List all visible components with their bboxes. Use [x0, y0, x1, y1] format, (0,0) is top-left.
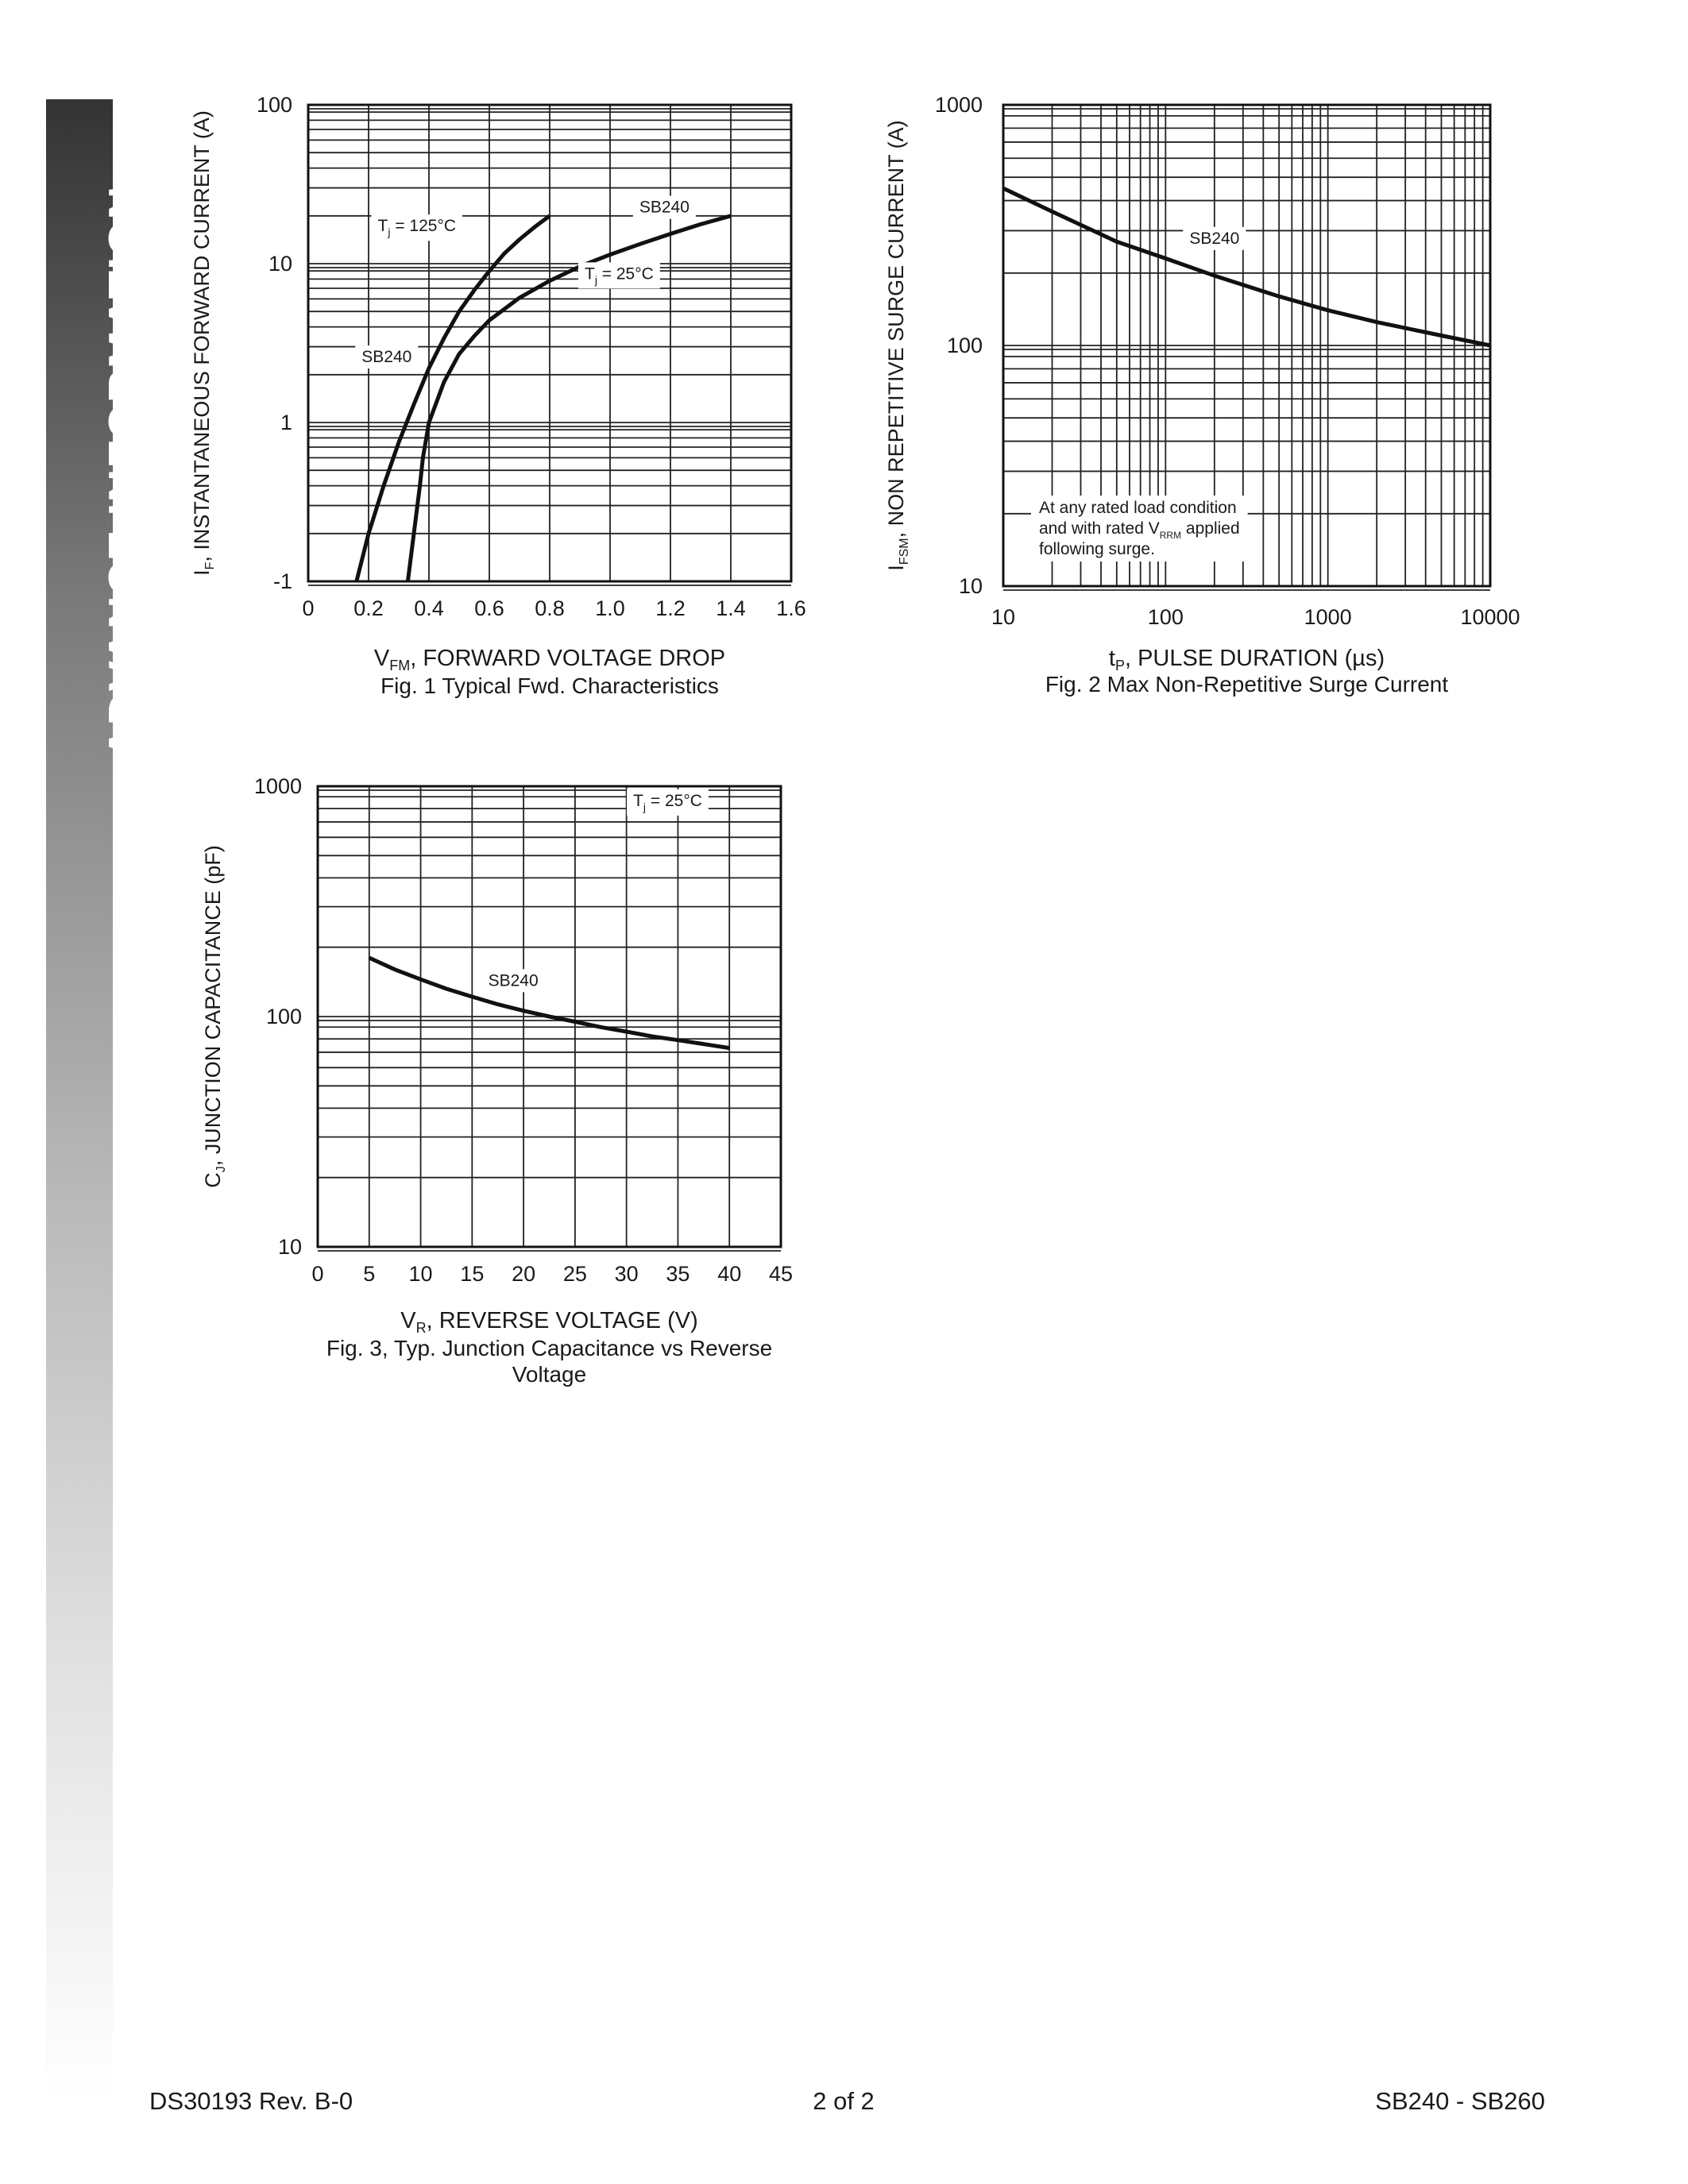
y-tick-label: 10: [277, 1235, 302, 1259]
x-tick-label: 0: [302, 596, 315, 620]
y-tick-label: 100: [265, 1005, 302, 1028]
x-tick-label: 5: [363, 1262, 376, 1286]
annotation-label: SB240: [361, 347, 412, 366]
x-tick-label: 0.6: [474, 596, 504, 620]
y-tick-label: 1000: [934, 93, 983, 117]
x-tick-label: 1.0: [595, 596, 625, 620]
y-axis-label: $C_J$, JUNCTION CAPACITANCE (pF): [201, 845, 228, 1188]
note-line: following surge.: [1039, 540, 1155, 558]
x-tick-label: 0.4: [414, 596, 444, 620]
series-line: [369, 958, 729, 1048]
x-axis-label: $t_P$, PULSE DURATION (µs): [1108, 646, 1385, 673]
x-tick-label: 0: [311, 1262, 324, 1286]
sidebar-label: ADVANCE INFORMATION: [99, 185, 152, 760]
x-axis-label: $V_R$, REVERSE VOLTAGE (V): [400, 1308, 698, 1336]
x-tick-label: 100: [1147, 605, 1184, 629]
y-tick-label: 1: [280, 411, 292, 434]
y-axis-label: $I_{FSM}$, NON REPETITIVE SURGE CURRENT (A): [884, 120, 911, 571]
figure-caption: Fig. 1 Typical Fwd. Characteristics: [380, 673, 719, 698]
figure-caption-line2: Voltage: [512, 1362, 587, 1387]
annotation-label: $T_j = 25^\circ C$: [633, 791, 702, 813]
x-tick-label: 1.6: [776, 596, 806, 620]
x-axis-label: $V_{FM}$, FORWARD VOLTAGE DROP: [373, 646, 726, 673]
annotation-label: SB240: [1189, 229, 1240, 248]
y-tick-label: 100: [946, 334, 983, 357]
y-axis-label: $I_F$, INSTANTANEOUS FORWARD CURRENT (A): [190, 110, 217, 576]
x-tick-label: 0.2: [353, 596, 384, 620]
x-tick-label: 0.8: [535, 596, 565, 620]
x-tick-label: 40: [717, 1262, 742, 1286]
figure-caption: Fig. 2 Max Non-Repetitive Surge Current: [1045, 672, 1449, 696]
annotation-label: SB240: [639, 198, 689, 217]
x-tick-label: 30: [614, 1262, 639, 1286]
x-tick-label: 10: [991, 605, 1016, 629]
note-line: At any rated load condition: [1039, 499, 1237, 517]
annotation-label: $T_j = 25^\circ C$: [584, 264, 654, 287]
footer-page-number: 2 of 2: [813, 2087, 875, 2115]
annotation-label: SB240: [488, 971, 539, 990]
figure-caption: Fig. 3, Typ. Junction Capacitance vs Reverse: [326, 1336, 773, 1360]
x-tick-label: 10: [408, 1262, 433, 1286]
y-tick-label: 100: [256, 93, 292, 117]
annotation-label: $T_j = 125^\circ C$: [377, 217, 457, 239]
x-tick-label: 20: [512, 1262, 536, 1286]
x-tick-label: 1.4: [716, 596, 746, 620]
y-tick-label: 10: [958, 574, 983, 598]
footer-doc-number: DS30193 Rev. B-0: [149, 2087, 353, 2115]
y-tick-label: 1000: [253, 774, 302, 798]
x-tick-label: 45: [768, 1262, 794, 1286]
x-tick-label: 15: [460, 1262, 485, 1286]
x-tick-label: 25: [562, 1262, 587, 1286]
footer-part-numbers: SB240 - SB260: [1375, 2087, 1545, 2115]
y-tick-label: -1: [272, 569, 292, 593]
x-tick-label: 1.2: [655, 596, 686, 620]
x-tick-label: 10000: [1460, 605, 1520, 629]
note-line: and with rated $V_{RRM}$ applied: [1039, 519, 1240, 541]
x-tick-label: 35: [666, 1262, 690, 1286]
x-tick-label: 1000: [1304, 605, 1352, 629]
y-tick-label: 10: [268, 252, 292, 276]
